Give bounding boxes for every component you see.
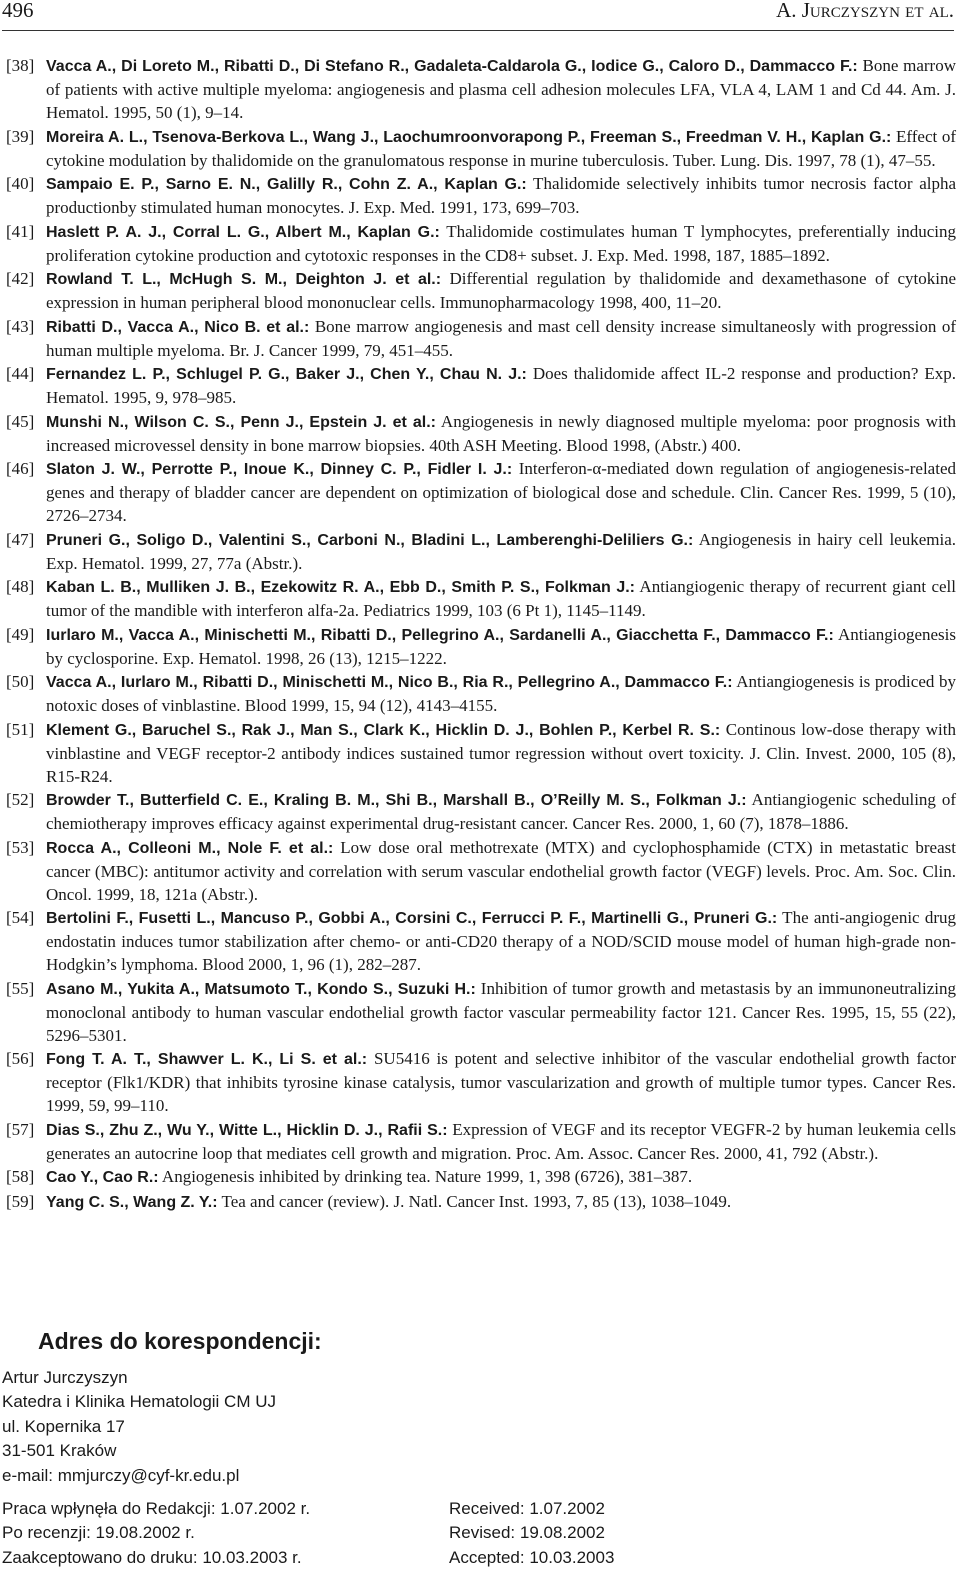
reference-text — [46, 836, 956, 906]
reference-authors: Munshi N., Wilson C. S., Penn J., Epstein J. et al.: — [46, 413, 437, 431]
reference-item — [0, 362, 956, 409]
reference-item — [0, 1118, 956, 1165]
reference-text — [46, 1118, 956, 1165]
reference-text — [46, 906, 956, 976]
reference-text — [46, 362, 956, 409]
reference-item — [0, 1190, 956, 1214]
reference-body: Interferon-α-mediated down regulation of angiogenesis-related genes and therapy of bladder cancer are dependent on optimization of biological dose and schedule. Clin. Cancer Res. 1999, 5 (10), 2726–2734. — [46, 459, 956, 525]
reference-body: Thalidomide costimulates human T lymphocytes, preferentially inducing proliferation cytokine production and cytotoxic responses in the CD8+ subset. J. Exp. Med. 1998, 187, 1885–1892. — [46, 221, 956, 265]
reference-body: Antiangiogenesis is prodiced by notoxic doses of vinblastine. Blood 1999, 15, 94 (12), 4143–4155. — [46, 672, 957, 715]
reference-authors: Iurlaro M., Vacca A., Minischetti M., Ribatti D., Pellegrino A., Sardanelli A., Giacchetta F., Dammacco F.: — [46, 626, 834, 644]
reference-body: Tea and cancer (review). J. Natl. Cancer Inst. 1993, 7, 85 (13), 1038–1049. — [217, 1191, 732, 1211]
submission-dates — [2, 1497, 615, 1570]
reference-text — [46, 1047, 956, 1117]
reference-body: Bone marrow angiogenesis and mast cell density increase simultaneosly with progression of human multiple myeloma. Br. J. Cancer 1999, 79, 451–455. — [46, 316, 956, 360]
reference-authors: Haslett P. A. J., Corral L. G., Albert M., Kaplan G.: — [46, 223, 440, 241]
reference-authors: Vacca A., Di Loreto M., Ribatti D., Di Stefano R., Gadaleta-Caldarola G., Iodice G., Caloro D., Dammacco F.: — [46, 58, 858, 75]
reference-number: [48] — [6, 577, 35, 596]
reference-item — [0, 575, 956, 622]
reference-number: [44] — [6, 364, 35, 383]
reference-item — [0, 457, 956, 527]
reference-text — [46, 1165, 956, 1189]
address-line: e-mail: mmjurczy@cyf-kr.edu.pl — [2, 1465, 240, 1485]
page-header — [2, 0, 954, 31]
reference-body: Bone marrow of patients with active multiple myeloma: angiogenesis and plasma cell adhesion molecules LFA, VLA 4, LAM 1 and Cd 44. Am. J. Hematol. 1995, 50 (1), 9–14. — [46, 56, 956, 122]
address-line: ul. Kopernika 17 — [2, 1416, 125, 1436]
reference-authors: Rocca A., Colleoni M., Nole F. et al.: — [46, 839, 334, 857]
reference-item — [0, 670, 956, 717]
reference-text — [46, 977, 956, 1047]
reference-body: Continous low-dose therapy with vinblastine and VEGF receptor-2 antibody indices sustained tumor regression without overt toxicity. J. Clin. Invest. 2000, 105 (8), R15-R24. — [46, 719, 956, 786]
reference-body: Angiogenesis inhibited by drinking tea. Nature 1999, 1, 398 (6726), 381–387. — [158, 1167, 693, 1186]
reference-authors: Vacca A., Iurlaro M., Ribatti D., Minischetti M., Nico B., Ria R., Pellegrino A., Dammacco F.: — [46, 674, 733, 691]
address-line: Katedra i Klinika Hematologii CM UJ — [2, 1392, 276, 1412]
reference-item — [0, 172, 956, 219]
reference-text — [46, 125, 956, 172]
reference-body: Antiangiogenic therapy of recurrent giant cell tumor of the mandible with interferon alfa-2a. Pediatrics 1999, 103 (6 Pt 1), 1145–1149. — [46, 577, 956, 620]
reference-body: Does thalidomide affect IL-2 response and production? Exp. Hematol. 1995, 9, 978–985. — [46, 364, 956, 407]
reference-authors: Slaton J. W., Perrotte P., Inoue K., Dinney C. P., Fidler I. J.: — [46, 461, 513, 478]
reference-number: [53] — [6, 837, 35, 857]
date-line: Revised: 19.08.2002 — [449, 1523, 605, 1543]
reference-body: Differential regulation by thalidomide and dexamethasone of cytokine expression in human peripheral blood mononuclear cells. Immunopharmacology 1998, 400, 11–20. — [46, 269, 956, 312]
reference-number: [40] — [6, 174, 35, 193]
reference-authors: Bertolini F., Fusetti L., Mancuso P., Gobbi A., Corsini C., Ferrucci P. F., Martinelli G., Pruneri G.: — [46, 910, 778, 927]
reference-number: [52] — [6, 790, 35, 809]
reference-number: [46] — [6, 459, 35, 478]
reference-authors: Asano M., Yukita A., Matsumoto T., Kondo S., Suzuki H.: — [46, 980, 476, 998]
reference-authors: Pruneri G., Soligo D., Valentini S., Carboni N., Bladini L., Lamberenghi-Deliliers G.: — [46, 531, 694, 549]
reference-text — [46, 410, 956, 457]
reference-number: [49] — [6, 624, 35, 644]
reference-number: [39] — [6, 126, 35, 146]
reference-text — [46, 457, 956, 527]
reference-body: Inhibition of tumor growth and metastasis by an immunoneutralizing monoclonal antibody to human vascular endothelial growth factor vascular permeability factor 121. Cancer Res. 1995, 15, 55 (22), 5296–5301. — [46, 978, 957, 1045]
reference-body: Angiogenesis in newly diagnosed multiple myeloma: poor prognosis with increased microvessel density in bone marrow biopsies. 40th ASH Meeting. Blood 1998, (Abstr.) 400. — [46, 411, 957, 455]
reference-body: Antiangiogenesis by cyclosporine. Exp. Hematol. 1998, 26 (13), 1215–1222. — [46, 624, 956, 668]
reference-number: [56] — [6, 1049, 35, 1068]
running-head: A. Jurczyszyn et al. — [776, 0, 954, 22]
reference-number: [42] — [6, 269, 35, 288]
reference-item — [0, 623, 956, 670]
reference-authors: Klement G., Baruchel S., Rak J., Man S., Clark K., Hicklin D. J., Bohlen P., Kerbel R. S.: — [46, 721, 721, 739]
reference-item — [0, 125, 956, 172]
reference-text — [46, 575, 956, 622]
reference-item — [0, 1047, 956, 1117]
reference-text — [46, 1190, 956, 1214]
reference-number: [41] — [6, 221, 35, 241]
reference-list — [0, 54, 956, 1214]
date-line: Zaakceptowano do druku: 10.03.2003 r. — [2, 1547, 302, 1567]
reference-item — [0, 906, 956, 976]
reference-number: [58] — [6, 1167, 35, 1186]
reference-number: [59] — [6, 1191, 35, 1211]
reference-item — [0, 718, 956, 788]
reference-authors: Rowland T. L., McHugh S. M., Deighton J. et al.: — [46, 271, 442, 288]
reference-number: [38] — [6, 56, 35, 75]
dates-english — [449, 1497, 709, 1570]
address-line: Artur Jurczyszyn — [2, 1368, 128, 1387]
reference-text — [46, 220, 956, 267]
reference-text — [46, 718, 956, 788]
reference-text — [46, 623, 956, 670]
correspondence-address — [2, 1366, 276, 1488]
reference-body: Low dose oral methotrexate (MTX) and cyclophosphamide (CTX) in metastatic breast cancer (MBC): antitumor activity and correlation with serum vascular endothelial growth factor (VEGF) levels. Proc. Am. Soc. Clin. Oncol. 1999, 18, 121a (Abstr.). — [46, 837, 956, 904]
reference-authors: Browder T., Butterfield C. E., Kraling B. M., Shi B., Marshall B., O’Reilly M. S., Folkman J.: — [46, 792, 747, 809]
date-line: Accepted: 10.03.2003 — [449, 1547, 615, 1567]
reference-body: Antiangiogenic scheduling of chemiotherapy improves efficacy against experimental drug-resistant cancer. Cancer Res. 2000, 1, 60 (7), 1878–1886. — [46, 790, 956, 833]
reference-body: Angiogenesis in hairy cell leukemia. Exp. Hematol. 1999, 27, 77a (Abstr.). — [46, 529, 957, 573]
reference-body: SU5416 is potent and selective inhibitor of the vascular endothelial growth factor receptor (Flk1/KDR) that inhibits tyrosine kinase catalysis, tumor vascularization and growth of multiple tumor types. Cancer Res. 1999, 59, 99–110. — [46, 1049, 956, 1115]
reference-authors: Ribatti D., Vacca A., Nico B. et al.: — [46, 318, 310, 336]
reference-number: [54] — [6, 908, 35, 927]
reference-text — [46, 528, 956, 575]
reference-text — [46, 788, 956, 835]
reference-item — [0, 977, 956, 1047]
address-line: 31-501 Kraków — [2, 1441, 117, 1461]
reference-text — [46, 54, 956, 124]
reference-authors: Kaban L. B., Mulliken J. B., Ezekowitz R. A., Ebb D., Smith P. S., Folkman J.: — [46, 579, 636, 596]
reference-authors: Dias S., Zhu Z., Wu Y., Witte L., Hicklin D. J., Rafii S.: — [46, 1121, 448, 1139]
date-line: Praca wpłynęła do Redakcji: 1.07.2002 r. — [2, 1499, 311, 1518]
reference-body: Effect of cytokine modulation by thalidomide on the granulomatous response in murine tuberculosis. Tuber. Lung. Dis. 1997, 78 (1), 47–55. — [46, 126, 957, 170]
date-line: Po recenzji: 19.08.2002 r. — [2, 1523, 195, 1543]
reference-item — [0, 315, 956, 362]
reference-text — [46, 172, 956, 219]
reference-number: [50] — [6, 672, 35, 691]
reference-number: [47] — [6, 529, 35, 549]
reference-item — [0, 220, 956, 267]
reference-number: [45] — [6, 411, 35, 431]
reference-body: The anti-angiogenic drug endostatin induces tumor stabilization after chemo- or anti-CD20 therapy of a NOD/SCID mouse model of human high-grade non-Hodgkin’s lymphoma. Blood 2000, 1, 96 (1), 282–287. — [46, 908, 956, 974]
reference-authors: Fernandez L. P., Schlugel P. G., Baker J., Chen Y., Chau N. J.: — [46, 366, 527, 383]
date-line: Received: 1.07.2002 — [449, 1499, 605, 1518]
reference-number: [43] — [6, 316, 35, 336]
reference-item — [0, 267, 956, 314]
correspondence-title: Adres do korespondencji: — [38, 1328, 322, 1354]
reference-body: Thalidomide selectively inhibits tumor necrosis factor alpha productionby stimulated human monocytes. J. Exp. Med. 1991, 173, 699–703. — [46, 174, 957, 217]
reference-authors: Fong T. A. T., Shawver L. K., Li S. et al.: — [46, 1051, 368, 1068]
reference-item — [0, 410, 956, 457]
reference-item — [0, 54, 956, 124]
reference-number: [57] — [6, 1119, 35, 1139]
reference-authors: Moreira A. L., Tsenova-Berkova L., Wang J., Laochumroonvorapong P., Freeman S., Freedman V. H., Kaplan G.: — [46, 128, 892, 146]
reference-item — [0, 1165, 956, 1189]
reference-authors: Yang C. S., Wang Z. Y.: — [46, 1193, 218, 1211]
reference-authors: Sampaio E. P., Sarno E. N., Galilly R., Cohn Z. A., Kaplan G.: — [46, 176, 527, 193]
dates-polish — [2, 1497, 422, 1570]
reference-text — [46, 670, 956, 717]
reference-number: [51] — [6, 719, 35, 739]
reference-authors: Cao Y., Cao R.: — [46, 1169, 159, 1186]
reference-number: [55] — [6, 978, 35, 998]
reference-item — [0, 836, 956, 906]
page-number: 496 — [2, 0, 34, 22]
reference-item — [0, 788, 956, 835]
reference-item — [0, 528, 956, 575]
reference-text — [46, 315, 956, 362]
reference-body: Expression of VEGF and its receptor VEGFR-2 by human leukemia cells generates an autocrine loop that mediates cell growth and migration. Proc. Am. Assoc. Cancer Res. 2000, 41, 792 (Abstr.). — [46, 1119, 956, 1163]
reference-text — [46, 267, 956, 314]
